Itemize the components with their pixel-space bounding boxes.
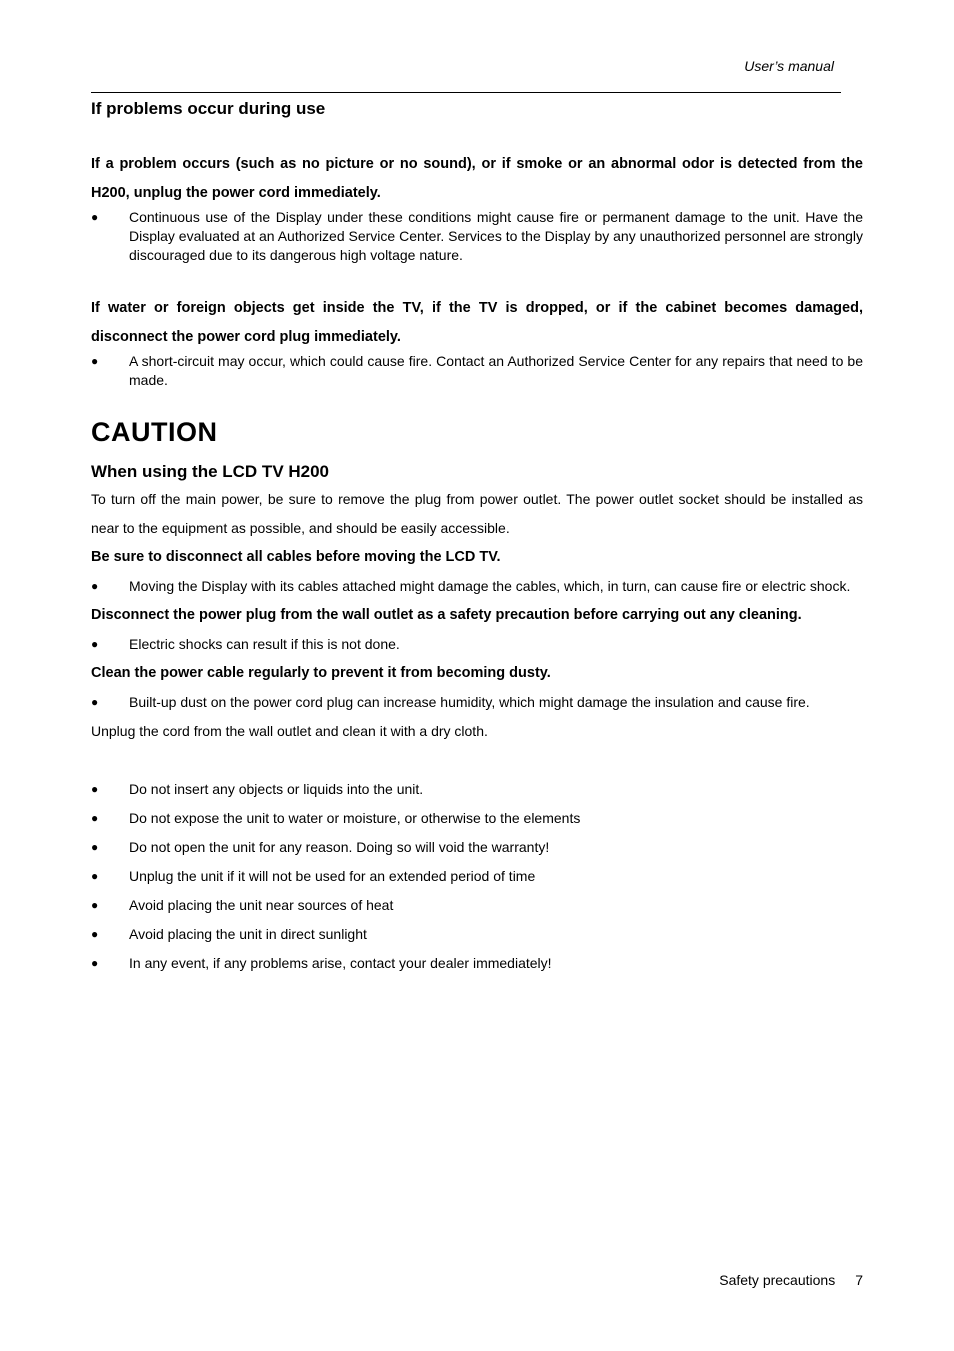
clean-bold: Disconnect the power plug from the wall outlet as a safety precaution before carrying out any cleaning. (91, 607, 802, 623)
bullet-icon: ● (91, 956, 99, 970)
bullet-icon: ● (91, 210, 99, 224)
list-item (91, 891, 863, 920)
general-precautions-list (91, 775, 863, 978)
list-item-text: In any event, if any problems arise, contact your dealer immediately! (129, 955, 552, 971)
unplug-paragraph: Unplug the cord from the wall outlet and clean it with a dry cloth. (91, 723, 488, 739)
bullet-icon: ● (91, 579, 99, 593)
list-item-text: Avoid placing the unit in direct sunlight (129, 926, 367, 942)
page-content (91, 96, 863, 978)
bullet-icon: ● (91, 869, 99, 883)
clean-list (91, 630, 863, 659)
lcd-heading: When using the LCD TV H200 (91, 462, 330, 481)
list-item (91, 833, 863, 862)
problem2-list (91, 352, 863, 390)
list-item-text: Continuous use of the Display under these conditions might cause fire or permanent damage to the unit. Have the Display evaluated at an Authorized Service Center. Services to the Display by any unauthorized personnel are strongly discouraged due to its dangerous high voltage nature. (129, 209, 863, 263)
list-item (91, 920, 863, 949)
list-item (91, 949, 863, 978)
problems-heading: If problems occur during use (91, 99, 326, 118)
list-item (91, 804, 863, 833)
list-item-text: A short-circuit may occur, which could cause fire. Contact an Authorized Service Center for any repairs that need to be made. (129, 353, 863, 388)
list-item (91, 688, 863, 717)
problem2-bold: If water or foreign objects get inside the TV, if the TV is dropped, or if the cabinet becomes damaged, disconnect the power cord plug immediately. (91, 300, 863, 345)
bullet-icon: ● (91, 695, 99, 709)
list-item (91, 352, 863, 390)
page-footer (719, 1272, 863, 1288)
lcd-paragraph: To turn off the main power, be sure to remove the plug from power outlet. The power outlet socket should be installed as near to the equipment as possible, and should be easily accessible. (91, 491, 863, 536)
list-item-text: Built-up dust on the power cord plug can increase humidity, which might damage the insulation and cause fire. (129, 694, 810, 710)
footer-section: Safety precautions (719, 1272, 836, 1288)
list-item (91, 775, 863, 804)
list-item-text: Moving the Display with its cables attached might damage the cables, which, in turn, can cause fire or electric shock. (129, 578, 851, 594)
list-item-text: Do not expose the unit to water or moisture, or otherwise to the elements (129, 810, 581, 826)
bullet-icon: ● (91, 354, 99, 368)
bullet-icon: ● (91, 637, 99, 651)
list-item-text: Avoid placing the unit near sources of heat (129, 897, 394, 913)
move-list (91, 572, 863, 601)
problem1-bold: If a problem occurs (such as no picture or no sound), or if smoke or an abnormal odor is detected from the H200, unplug the power cord immediately. (91, 156, 863, 201)
list-item-text: Do not open the unit for any reason. Doing so will void the warranty! (129, 839, 550, 855)
dust-list (91, 688, 863, 717)
list-item (91, 630, 863, 659)
page-number: 7 (855, 1272, 863, 1288)
bullet-icon: ● (91, 782, 99, 796)
problem1-list (91, 208, 863, 265)
dust-bold: Clean the power cable regularly to prevent it from becoming dusty. (91, 665, 551, 681)
list-item (91, 572, 863, 601)
header-title: User’s manual (744, 58, 834, 74)
bullet-icon: ● (91, 840, 99, 854)
caution-heading: CAUTION (91, 417, 218, 447)
bullet-icon: ● (91, 811, 99, 825)
list-item-text: Do not insert any objects or liquids into the unit. (129, 781, 424, 797)
bullet-icon: ● (91, 927, 99, 941)
list-item (91, 208, 863, 265)
bullet-icon: ● (91, 898, 99, 912)
header-rule (91, 92, 841, 93)
list-item-text: Unplug the unit if it will not be used for an extended period of time (129, 868, 536, 884)
move-bold: Be sure to disconnect all cables before moving the LCD TV. (91, 549, 501, 565)
list-item-text: Electric shocks can result if this is not done. (129, 636, 400, 652)
list-item (91, 862, 863, 891)
